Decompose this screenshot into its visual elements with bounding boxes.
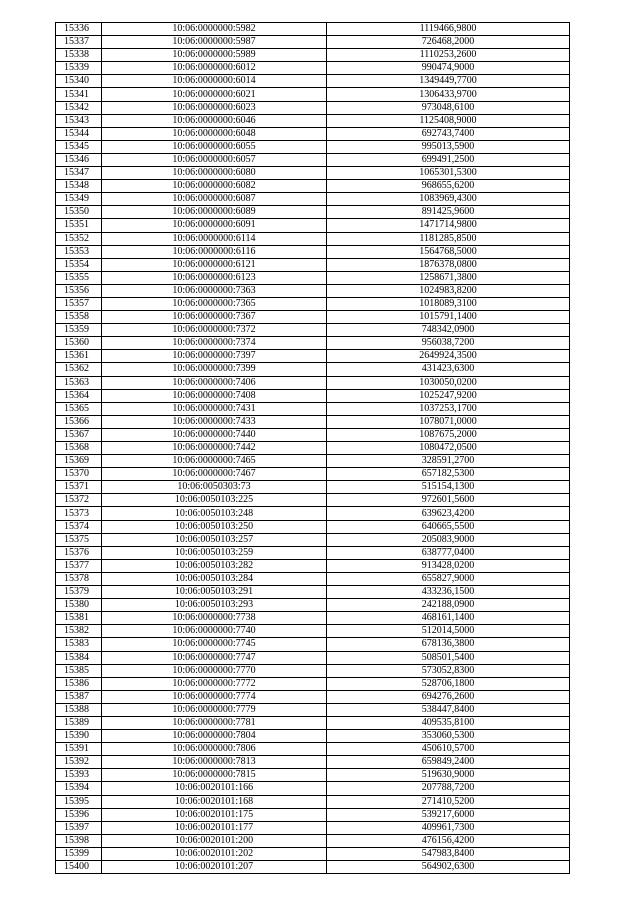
table-row	[56, 703, 570, 716]
table-row	[56, 36, 570, 49]
row-number-cell: 15361	[56, 350, 102, 363]
cadastral-number-cell: 10:06:0000000:7465	[102, 455, 327, 468]
row-number-cell: 15379	[56, 586, 102, 599]
amount-cell: 659849,2400	[327, 756, 570, 769]
table-row	[56, 782, 570, 795]
row-number-cell: 15345	[56, 140, 102, 153]
table-row	[56, 232, 570, 245]
amount-cell: 1471714,9800	[327, 219, 570, 232]
row-number-cell: 15339	[56, 62, 102, 75]
row-number-cell: 15343	[56, 114, 102, 127]
row-number-cell: 15342	[56, 101, 102, 114]
cadastral-number-cell: 10:06:0050303:73	[102, 481, 327, 494]
cadastral-number-cell: 10:06:0000000:6046	[102, 114, 327, 127]
cadastral-number-cell: 10:06:0000000:7806	[102, 743, 327, 756]
table-row	[56, 428, 570, 441]
table-row	[56, 756, 570, 769]
amount-cell: 409535,8100	[327, 716, 570, 729]
amount-cell: 655827,9000	[327, 572, 570, 585]
cadastral-number-cell: 10:06:0000000:7406	[102, 376, 327, 389]
table-row	[56, 363, 570, 376]
cadastral-number-cell: 10:06:0000000:6048	[102, 127, 327, 140]
table-row	[56, 821, 570, 834]
amount-cell: 1306433,9700	[327, 88, 570, 101]
cadastral-number-cell: 10:06:0000000:7372	[102, 324, 327, 337]
row-number-cell: 15391	[56, 743, 102, 756]
amount-cell: 1119466,9800	[327, 23, 570, 36]
table-row	[56, 245, 570, 258]
row-number-cell: 15386	[56, 677, 102, 690]
amount-cell: 1024983,8200	[327, 284, 570, 297]
table-row	[56, 730, 570, 743]
cadastral-number-cell: 10:06:0020101:177	[102, 821, 327, 834]
cadastral-number-cell: 10:06:0000000:7804	[102, 730, 327, 743]
table-row	[56, 402, 570, 415]
cadastral-number-cell: 10:06:0000000:7770	[102, 664, 327, 677]
table-row	[56, 520, 570, 533]
amount-cell: 995013,5900	[327, 140, 570, 153]
row-number-cell: 15373	[56, 507, 102, 520]
amount-cell: 1065301,5300	[327, 167, 570, 180]
table-row	[56, 795, 570, 808]
table-row	[56, 23, 570, 36]
cadastral-number-cell: 10:06:0020101:175	[102, 808, 327, 821]
cadastral-number-cell: 10:06:0000000:7433	[102, 415, 327, 428]
table-row	[56, 455, 570, 468]
amount-cell: 1015791,1400	[327, 311, 570, 324]
table-row	[56, 533, 570, 546]
amount-cell: 639623,4200	[327, 507, 570, 520]
row-number-cell: 15378	[56, 572, 102, 585]
amount-cell: 1110253,2600	[327, 49, 570, 62]
row-number-cell: 15397	[56, 821, 102, 834]
table-row	[56, 101, 570, 114]
row-number-cell: 15380	[56, 599, 102, 612]
amount-cell: 564902,6300	[327, 861, 570, 874]
amount-cell: 431423,6300	[327, 363, 570, 376]
table-row	[56, 284, 570, 297]
cadastral-number-cell: 10:06:0020101:168	[102, 795, 327, 808]
cadastral-number-cell: 10:06:0000000:6023	[102, 101, 327, 114]
row-number-cell: 15381	[56, 612, 102, 625]
row-number-cell: 15387	[56, 690, 102, 703]
amount-cell: 1080472,0500	[327, 442, 570, 455]
table-row	[56, 572, 570, 585]
row-number-cell: 15350	[56, 206, 102, 219]
cadastral-number-cell: 10:06:0000000:6121	[102, 258, 327, 271]
row-number-cell: 15382	[56, 625, 102, 638]
cadastral-number-cell: 10:06:0000000:7747	[102, 651, 327, 664]
cadastral-number-cell: 10:06:0000000:6114	[102, 232, 327, 245]
amount-cell: 1037253,1700	[327, 402, 570, 415]
amount-cell: 573052,8300	[327, 664, 570, 677]
cadastral-number-cell: 10:06:0000000:7740	[102, 625, 327, 638]
table-body	[56, 23, 570, 874]
row-number-cell: 15372	[56, 494, 102, 507]
cadastral-number-cell: 10:06:0000000:6091	[102, 219, 327, 232]
amount-cell: 678136,3800	[327, 638, 570, 651]
amount-cell: 512014,5000	[327, 625, 570, 638]
table-row	[56, 494, 570, 507]
table-row	[56, 625, 570, 638]
table-row	[56, 258, 570, 271]
cadastral-number-cell: 10:06:0000000:7772	[102, 677, 327, 690]
amount-cell: 1083969,4300	[327, 193, 570, 206]
amount-cell: 990474,9000	[327, 62, 570, 75]
row-number-cell: 15384	[56, 651, 102, 664]
cadastral-number-cell: 10:06:0000000:7399	[102, 363, 327, 376]
table-row	[56, 442, 570, 455]
row-number-cell: 15351	[56, 219, 102, 232]
row-number-cell: 15357	[56, 297, 102, 310]
row-number-cell: 15359	[56, 324, 102, 337]
row-number-cell: 15394	[56, 782, 102, 795]
cadastral-number-cell: 10:06:0020101:166	[102, 782, 327, 795]
row-number-cell: 15347	[56, 167, 102, 180]
cadastral-number-cell: 10:06:0050103:293	[102, 599, 327, 612]
amount-cell: 242188,0900	[327, 599, 570, 612]
cadastral-number-cell: 10:06:0050103:225	[102, 494, 327, 507]
cadastral-number-cell: 10:06:0000000:7813	[102, 756, 327, 769]
table-row	[56, 769, 570, 782]
amount-cell: 913428,0200	[327, 559, 570, 572]
amount-cell: 1025247,9200	[327, 389, 570, 402]
row-number-cell: 15362	[56, 363, 102, 376]
cadastral-number-cell: 10:06:0000000:7431	[102, 402, 327, 415]
table-row	[56, 376, 570, 389]
table-row	[56, 140, 570, 153]
table-row	[56, 415, 570, 428]
cadastral-number-cell: 10:06:0050103:291	[102, 586, 327, 599]
cadastral-number-cell: 10:06:0050103:257	[102, 533, 327, 546]
table-row	[56, 481, 570, 494]
row-number-cell: 15348	[56, 180, 102, 193]
row-number-cell: 15337	[56, 36, 102, 49]
row-number-cell: 15349	[56, 193, 102, 206]
amount-cell: 891425,9600	[327, 206, 570, 219]
cadastral-number-cell: 10:06:0000000:7374	[102, 337, 327, 350]
cadastral-number-cell: 10:06:0000000:7779	[102, 703, 327, 716]
row-number-cell: 15346	[56, 153, 102, 166]
cadastral-number-cell: 10:06:0000000:6012	[102, 62, 327, 75]
row-number-cell: 15374	[56, 520, 102, 533]
table-row	[56, 271, 570, 284]
amount-cell: 515154,1300	[327, 481, 570, 494]
table-row	[56, 153, 570, 166]
row-number-cell: 15385	[56, 664, 102, 677]
cadastral-number-cell: 10:06:0000000:6055	[102, 140, 327, 153]
cadastral-number-cell: 10:06:0050103:250	[102, 520, 327, 533]
row-number-cell: 15344	[56, 127, 102, 140]
cadastral-number-cell: 10:06:0000000:7774	[102, 690, 327, 703]
table-row	[56, 468, 570, 481]
row-number-cell: 15338	[56, 49, 102, 62]
row-number-cell: 15353	[56, 245, 102, 258]
amount-cell: 956038,7200	[327, 337, 570, 350]
table-row	[56, 324, 570, 337]
amount-cell: 640665,5500	[327, 520, 570, 533]
table-row	[56, 651, 570, 664]
cadastral-number-cell: 10:06:0000000:7467	[102, 468, 327, 481]
row-number-cell: 15370	[56, 468, 102, 481]
table-row	[56, 690, 570, 703]
cadastral-number-cell: 10:06:0050103:259	[102, 546, 327, 559]
row-number-cell: 15366	[56, 415, 102, 428]
amount-cell: 450610,5700	[327, 743, 570, 756]
cadastral-number-cell: 10:06:0000000:7745	[102, 638, 327, 651]
cadastral-number-cell: 10:06:0000000:7442	[102, 442, 327, 455]
table-row	[56, 559, 570, 572]
table-row	[56, 337, 570, 350]
cadastral-number-cell: 10:06:0000000:7408	[102, 389, 327, 402]
row-number-cell: 15368	[56, 442, 102, 455]
row-number-cell: 15392	[56, 756, 102, 769]
amount-cell: 2649924,3500	[327, 350, 570, 363]
row-number-cell: 15393	[56, 769, 102, 782]
amount-cell: 1087675,2000	[327, 428, 570, 441]
cadastral-number-cell: 10:06:0000000:5982	[102, 23, 327, 36]
table-row	[56, 507, 570, 520]
table-row	[56, 297, 570, 310]
cadastral-number-cell: 10:06:0000000:6057	[102, 153, 327, 166]
amount-cell: 748342,0900	[327, 324, 570, 337]
amount-cell: 508501,5400	[327, 651, 570, 664]
row-number-cell: 15375	[56, 533, 102, 546]
amount-cell: 468161,1400	[327, 612, 570, 625]
row-number-cell: 15371	[56, 481, 102, 494]
table-row	[56, 861, 570, 874]
amount-cell: 699491,2500	[327, 153, 570, 166]
row-number-cell: 15358	[56, 311, 102, 324]
row-number-cell: 15390	[56, 730, 102, 743]
row-number-cell: 15356	[56, 284, 102, 297]
table-row	[56, 311, 570, 324]
row-number-cell: 15354	[56, 258, 102, 271]
cadastral-number-cell: 10:06:0000000:7365	[102, 297, 327, 310]
cadastral-number-cell: 10:06:0020101:200	[102, 834, 327, 847]
cadastral-number-cell: 10:06:0000000:6082	[102, 180, 327, 193]
row-number-cell: 15398	[56, 834, 102, 847]
amount-cell: 1030050,0200	[327, 376, 570, 389]
table-row	[56, 612, 570, 625]
amount-cell: 694276,2600	[327, 690, 570, 703]
amount-cell: 1349449,7700	[327, 75, 570, 88]
amount-cell: 973048,6100	[327, 101, 570, 114]
amount-cell: 207788,7200	[327, 782, 570, 795]
amount-cell: 353060,5300	[327, 730, 570, 743]
row-number-cell: 15360	[56, 337, 102, 350]
amount-cell: 1078071,0000	[327, 415, 570, 428]
row-number-cell: 15376	[56, 546, 102, 559]
table-row	[56, 389, 570, 402]
table-row	[56, 638, 570, 651]
row-number-cell: 15395	[56, 795, 102, 808]
row-number-cell: 15369	[56, 455, 102, 468]
table-row	[56, 664, 570, 677]
table-row	[56, 586, 570, 599]
cadastral-number-cell: 10:06:0000000:6014	[102, 75, 327, 88]
amount-cell: 271410,5200	[327, 795, 570, 808]
amount-cell: 1876378,0800	[327, 258, 570, 271]
amount-cell: 538447,8400	[327, 703, 570, 716]
amount-cell: 1181285,8500	[327, 232, 570, 245]
table-row	[56, 127, 570, 140]
table-row	[56, 808, 570, 821]
table-row	[56, 834, 570, 847]
cadastral-number-cell: 10:06:0000000:7738	[102, 612, 327, 625]
cadastral-number-cell: 10:06:0000000:7397	[102, 350, 327, 363]
table-row	[56, 88, 570, 101]
table-row	[56, 546, 570, 559]
amount-cell: 1018089,3100	[327, 297, 570, 310]
cadastral-number-cell: 10:06:0000000:5989	[102, 49, 327, 62]
row-number-cell: 15340	[56, 75, 102, 88]
amount-cell: 726468,2000	[327, 36, 570, 49]
amount-cell: 547983,8400	[327, 847, 570, 860]
cadastral-number-cell: 10:06:0000000:7440	[102, 428, 327, 441]
row-number-cell: 15388	[56, 703, 102, 716]
row-number-cell: 15365	[56, 402, 102, 415]
amount-cell: 657182,5300	[327, 468, 570, 481]
data-table	[55, 22, 570, 874]
row-number-cell: 15396	[56, 808, 102, 821]
row-number-cell: 15355	[56, 271, 102, 284]
table-row	[56, 180, 570, 193]
cadastral-number-cell: 10:06:0000000:6116	[102, 245, 327, 258]
cadastral-number-cell: 10:06:0000000:6021	[102, 88, 327, 101]
row-number-cell: 15389	[56, 716, 102, 729]
cadastral-number-cell: 10:06:0020101:202	[102, 847, 327, 860]
amount-cell: 205083,9000	[327, 533, 570, 546]
row-number-cell: 15377	[56, 559, 102, 572]
amount-cell: 433236,1500	[327, 586, 570, 599]
table-row	[56, 206, 570, 219]
cadastral-number-cell: 10:06:0020101:207	[102, 861, 327, 874]
table-row	[56, 677, 570, 690]
table-row	[56, 350, 570, 363]
row-number-cell: 15400	[56, 861, 102, 874]
cadastral-number-cell: 10:06:0000000:7367	[102, 311, 327, 324]
table-row	[56, 716, 570, 729]
amount-cell: 519630,9000	[327, 769, 570, 782]
row-number-cell: 15352	[56, 232, 102, 245]
amount-cell: 692743,7400	[327, 127, 570, 140]
cadastral-number-cell: 10:06:0050103:248	[102, 507, 327, 520]
row-number-cell: 15383	[56, 638, 102, 651]
cadastral-number-cell: 10:06:0000000:5987	[102, 36, 327, 49]
table-row	[56, 847, 570, 860]
amount-cell: 528706,1800	[327, 677, 570, 690]
cadastral-number-cell: 10:06:0000000:6087	[102, 193, 327, 206]
amount-cell: 638777,0400	[327, 546, 570, 559]
cadastral-number-cell: 10:06:0000000:7781	[102, 716, 327, 729]
amount-cell: 1564768,5000	[327, 245, 570, 258]
cadastral-number-cell: 10:06:0000000:6123	[102, 271, 327, 284]
table-row	[56, 62, 570, 75]
cadastral-number-cell: 10:06:0000000:6089	[102, 206, 327, 219]
amount-cell: 539217,6000	[327, 808, 570, 821]
amount-cell: 1125408,9000	[327, 114, 570, 127]
row-number-cell: 15341	[56, 88, 102, 101]
row-number-cell: 15399	[56, 847, 102, 860]
amount-cell: 972601,5600	[327, 494, 570, 507]
table-row	[56, 114, 570, 127]
table-row	[56, 743, 570, 756]
row-number-cell: 15336	[56, 23, 102, 36]
cadastral-number-cell: 10:06:0050103:282	[102, 559, 327, 572]
amount-cell: 328591,2700	[327, 455, 570, 468]
table-row	[56, 49, 570, 62]
cadastral-number-cell: 10:06:0000000:7363	[102, 284, 327, 297]
row-number-cell: 15364	[56, 389, 102, 402]
cadastral-number-cell: 10:06:0050103:284	[102, 572, 327, 585]
table-row	[56, 219, 570, 232]
row-number-cell: 15367	[56, 428, 102, 441]
table-row	[56, 167, 570, 180]
cadastral-number-cell: 10:06:0000000:6080	[102, 167, 327, 180]
amount-cell: 1258671,3800	[327, 271, 570, 284]
row-number-cell: 15363	[56, 376, 102, 389]
cadastral-number-cell: 10:06:0000000:7815	[102, 769, 327, 782]
table-row	[56, 599, 570, 612]
amount-cell: 409961,7300	[327, 821, 570, 834]
table-row	[56, 75, 570, 88]
amount-cell: 476156,4200	[327, 834, 570, 847]
amount-cell: 968655,6200	[327, 180, 570, 193]
table-row	[56, 193, 570, 206]
